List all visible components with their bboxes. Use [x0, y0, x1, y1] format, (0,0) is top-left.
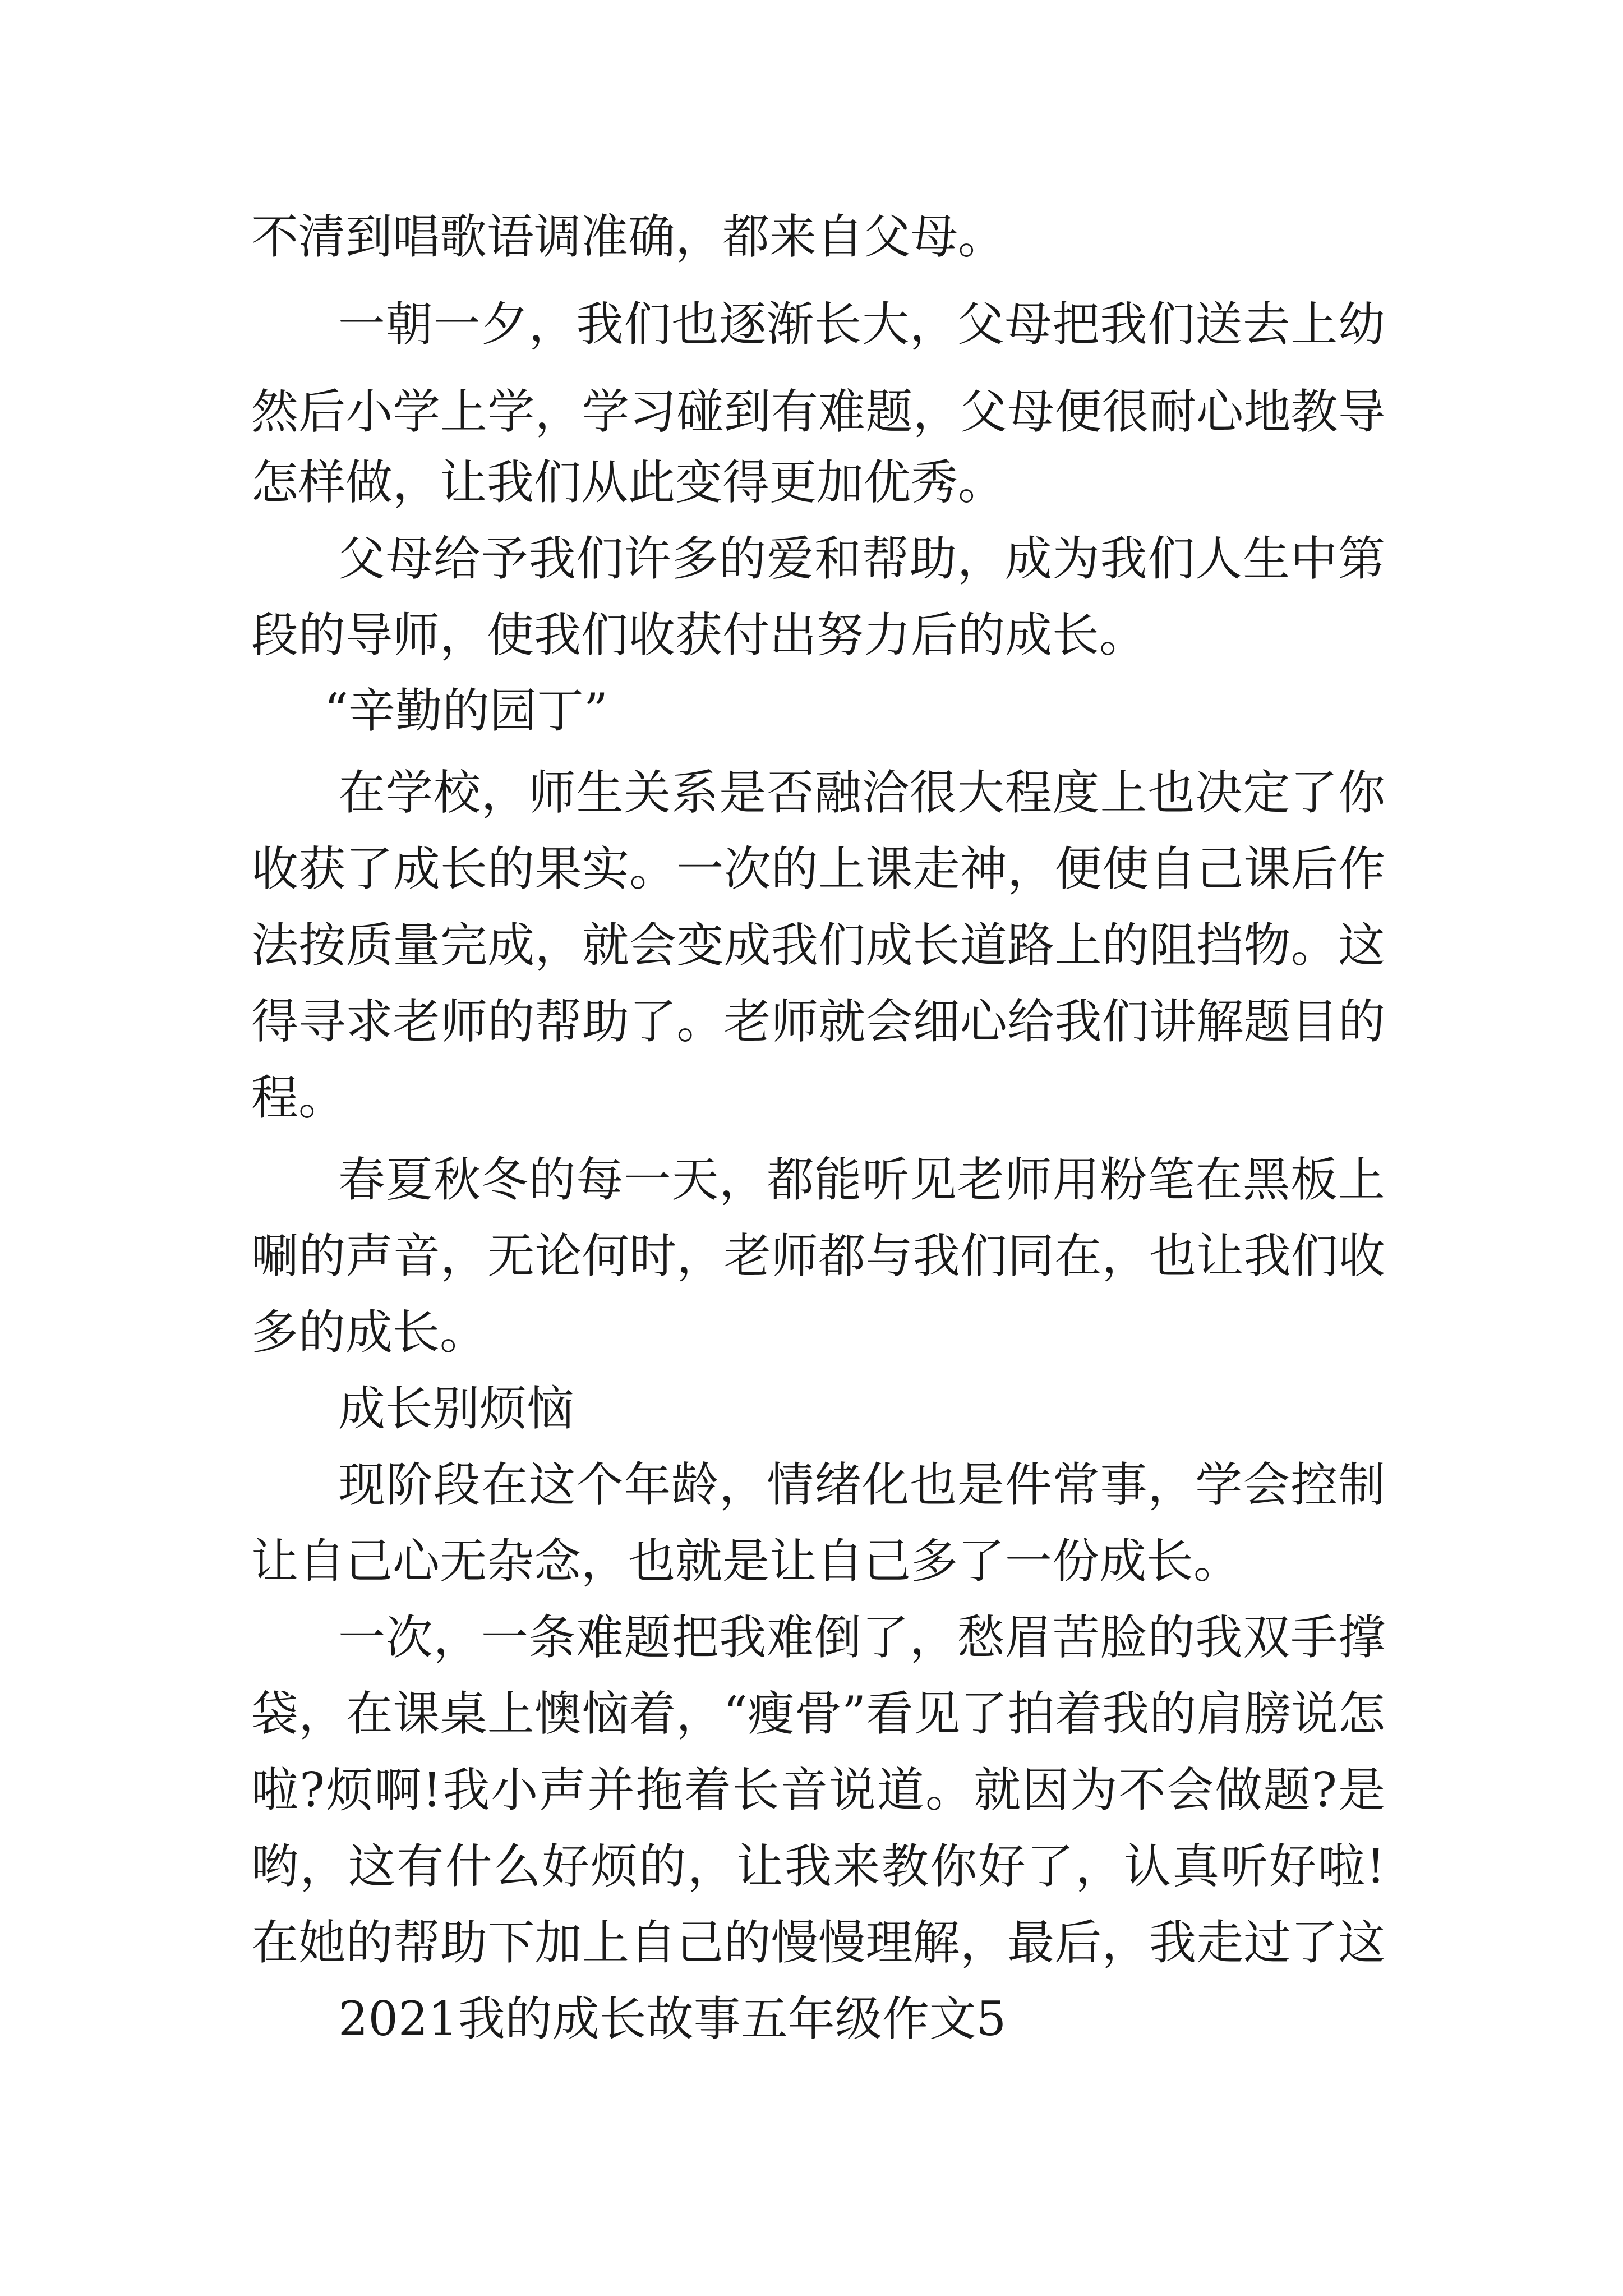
text-line: 怎样做，让我们从此变得更加优秀。: [251, 455, 1006, 510]
text-line: 收获了成长的果实。一次的上课走神，便使自己课后作: [251, 841, 1385, 896]
text-line: 段的导师，使我们收获付出努力后的成长。: [251, 608, 1147, 662]
text-line: 程。: [251, 1070, 346, 1125]
text-line: 法按质量完成，就会变成我们成长道路上的阻挡物。这: [251, 918, 1385, 973]
paragraph-first-line: 现阶段在这个年龄，情绪化也是件常事，学会控制: [338, 1457, 1385, 1512]
text-line: 袋，在课桌上懊恼着，“瘦骨”看见了拍着我的肩膀说怎: [251, 1686, 1385, 1741]
paragraph-first-line: 一朝一夕，我们也逐渐长大，父母把我们送去上幼: [338, 297, 1385, 352]
paragraph-first-line: 一次，一条难题把我难倒了，愁眉苦脸的我双手撑: [338, 1610, 1385, 1665]
text-line: 哟，这有什么好烦的，让我来教你好了，认真听好啦!: [251, 1839, 1385, 1894]
next-article-title: 2021我的成长故事五年级作文5: [338, 1991, 1007, 2046]
section-heading: “辛勤的园丁”: [324, 683, 608, 738]
text-line: 多的成长。: [251, 1305, 487, 1360]
text-line: 不清到唱歌语调准确，都来自父母。: [251, 209, 1006, 264]
paragraph-first-line: 在学校，师生关系是否融洽很大程度上也决定了你: [338, 765, 1385, 820]
paragraph-first-line: 父母给予我们许多的爱和帮助，成为我们人生中第: [338, 531, 1385, 586]
text-line: 然后小学上学，学习碰到有难题，父母便很耐心地教导: [251, 384, 1385, 439]
text-line: 唰的声音，无论何时，老师都与我们同在，也让我们收: [251, 1228, 1385, 1283]
paragraph-first-line: 春夏秋冬的每一天，都能听见老师用粉笔在黑板上: [338, 1152, 1385, 1207]
text-line: 在她的帮助下加上自己的慢慢理解，最后，我走过了这: [251, 1915, 1385, 1970]
section-heading: 成长别烦恼: [338, 1381, 574, 1436]
text-line: 让自己心无杂念，也就是让自己多了一份成长。: [251, 1534, 1241, 1589]
text-line: 啦?烦啊!我小声并拖着长音说道。就因为不会做题?是: [251, 1763, 1385, 1818]
text-line: 得寻求老师的帮助了。老师就会细心给我们讲解题目的: [251, 994, 1385, 1049]
